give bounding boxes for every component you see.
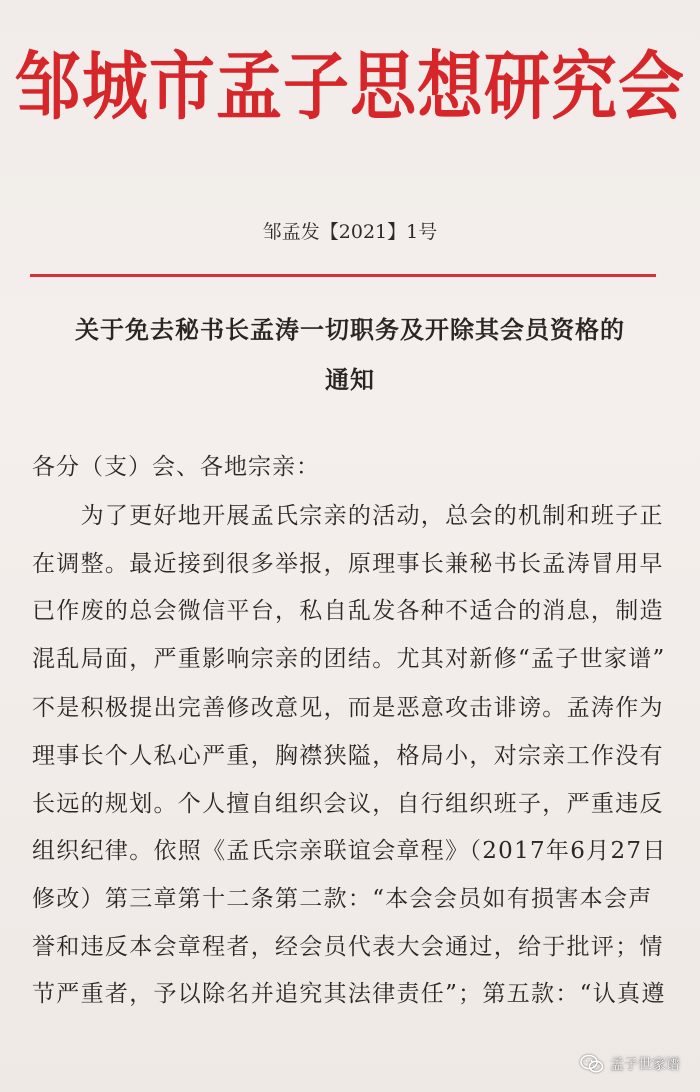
body-line: 在调整。最近接到很多举报，原理事长兼秘书长孟涛冒用早: [32, 551, 664, 577]
red-divider-line: [30, 274, 656, 277]
organization-letterhead: 邹城市孟子思想研究会: [15, 43, 685, 131]
body-line: 组织纪律。依照《孟氏宗亲联谊会章程》（2017年6月27日: [32, 838, 667, 864]
document-number: 邹孟发【2021】1号: [262, 221, 438, 243]
body-line: 混乱局面，严重影响宗亲的团结。尤其对新修“孟子世家谱”: [32, 646, 666, 672]
notice-title-line-1: 关于免去秘书长孟涛一切职务及开除其会员资格的: [75, 316, 625, 344]
salutation: 各分（支）会、各地宗亲：: [32, 454, 320, 480]
body-line: 誉和违反本会章程者，经会员代表大会通过，给于批评；情: [32, 934, 664, 960]
body-line: 理事长个人私心严重，胸襟狭隘，格局小，对宗亲工作没有: [32, 743, 664, 769]
wechat-icon: [580, 1054, 604, 1074]
body-line: 为了更好地开展孟氏宗亲的活动，总会的机制和班子正: [32, 503, 664, 529]
body-line: 修改）第三章第十二条第二款：“本会会员如有损害本会声: [32, 886, 653, 912]
body-line: 长远的规划。个人擅自组织会议，自行组织班子，严重违反: [32, 791, 664, 817]
watermark-text: 孟子世家谱: [610, 1057, 680, 1073]
account-watermark: [580, 1054, 680, 1074]
body-line: 节严重者，予以除名并追究其法律责任”；第五款：“认真遵: [32, 981, 666, 1007]
body-line: 不是积极提出完善修改意见，而是恶意攻击诽谤。孟涛作为: [32, 695, 664, 721]
notice-title-line-2: 通知: [325, 366, 375, 394]
body-line: 已作废的总会微信平台，私自乱发各种不适合的消息，制造: [32, 598, 664, 624]
